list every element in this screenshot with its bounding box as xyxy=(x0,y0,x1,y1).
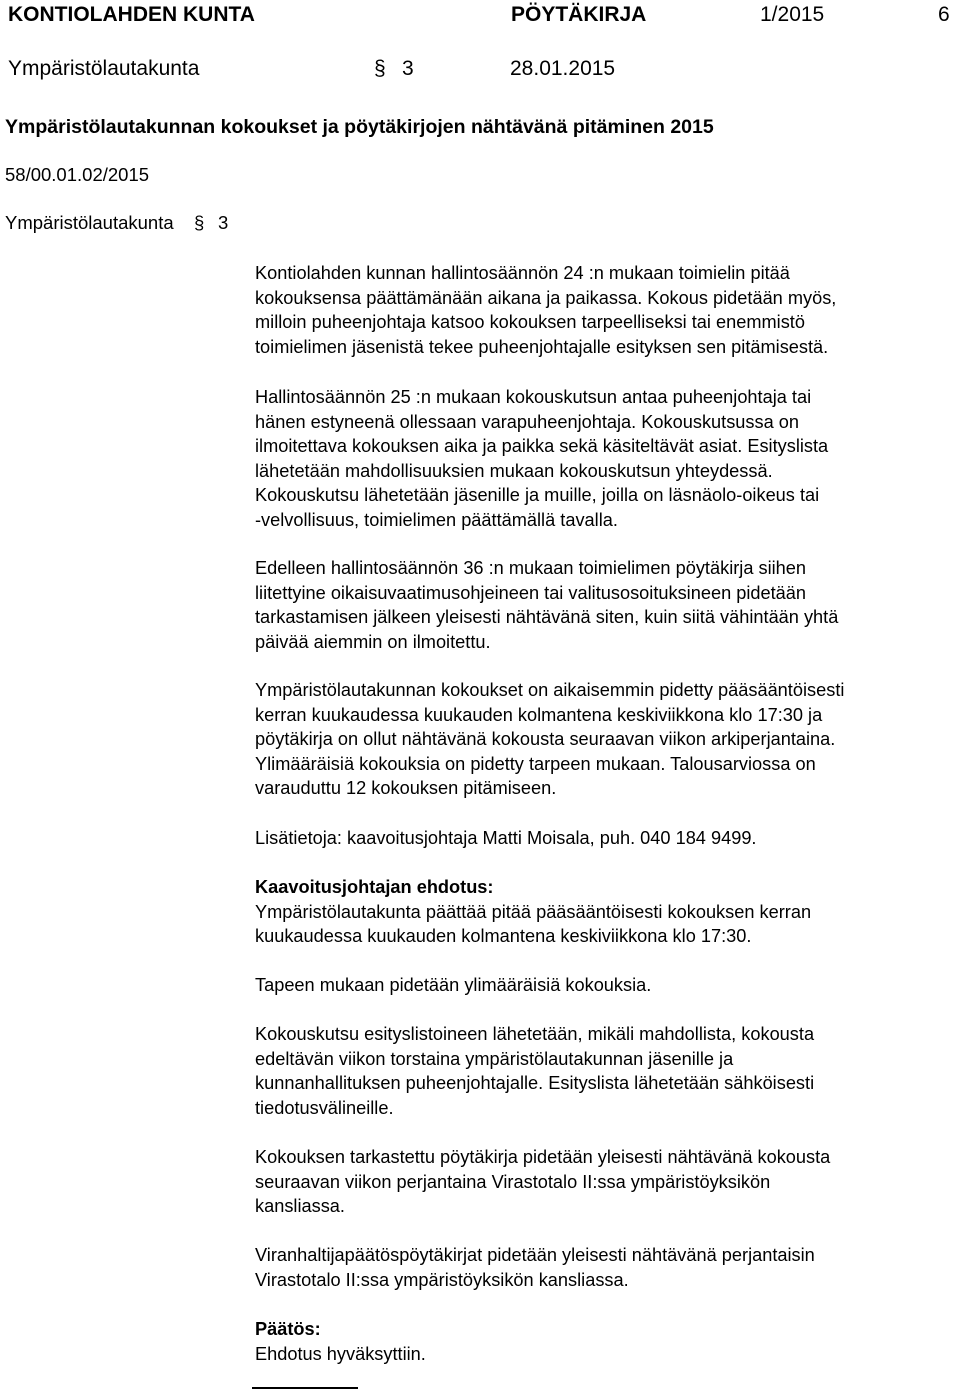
document-type: PÖYTÄKIRJA xyxy=(511,3,647,26)
document-number: 1/2015 xyxy=(760,3,825,26)
paragraph-line: tiedotusvälineille. xyxy=(255,1097,394,1118)
paragraph-line: hänen estyneenä ollessaan varapuheenjohtaja. Kokouskutsussa on xyxy=(255,411,799,432)
paragraph-line: Tapeen mukaan pidetään ylimääräisiä kokouksia. xyxy=(255,975,652,995)
decision-block xyxy=(255,1317,955,1366)
paragraph-line: Kokouksen tarkastettu pöytäkirja pidetään yleisesti nähtävänä kokousta xyxy=(255,1147,831,1167)
paragraph-line: milloin puheenjohtaja katsoo kokouksen tarpeelliseksi tai enemmistö xyxy=(255,312,805,333)
paragraph-line: Ympäristölautakunnan kokoukset on aikaisemmin pidetty pääsääntöisesti xyxy=(255,680,845,700)
paragraph-line: Hallintosäännön 25 :n mukaan kokouskutsun antaa puheenjohtaja tai xyxy=(255,387,812,407)
end-divider xyxy=(252,1387,358,1389)
page-title: Ympäristölautakunnan kokoukset ja pöytäkirjojen nähtävänä pitäminen 2015 xyxy=(5,116,714,138)
page-number: 6 xyxy=(938,3,950,26)
paragraph-line: Ylimääräisiä kokouksia on pidetty tarpeen mukaan. Talousarviossa on xyxy=(255,753,816,774)
paragraph-line: kansliassa. xyxy=(255,1196,345,1217)
paragraph-meetings xyxy=(255,261,955,359)
paragraph-line: Kokouskutsu lähetetään jäsenille ja muille, joilla on läsnäolo-oikeus tai xyxy=(255,485,820,506)
section-sign-icon: § xyxy=(374,57,386,80)
section-sign-icon: § xyxy=(194,212,205,233)
paragraph-line: lähetetään mahdollisuuksien mukaan kokouskutsun yhteydessä. xyxy=(255,460,773,481)
paragraph-line: Kokouskutsu esityslistoineen lähetetään, mikäli mahdollista, kokousta xyxy=(255,1024,815,1044)
paragraph-line: pöytäkirja on ollut nähtävänä kokousta seuraavan viikon arkiperjantaina. xyxy=(255,729,836,750)
paragraph-checked-minutes xyxy=(255,1145,955,1219)
paragraph-minutes xyxy=(255,556,955,654)
paragraph-line: kunnanhallituksen puheenjohtajalle. Esityslista lähetetään sähköisesti xyxy=(255,1073,815,1094)
paragraph-line: kokouksensa päättämänään aikana ja paikassa. Kokous pidetään myös, xyxy=(255,287,837,308)
paragraph-line: ilmoitettava kokouksen aika ja paikka sekä käsiteltävät asiat. Esityslista xyxy=(255,436,829,457)
board-name: Ympäristölautakunta xyxy=(8,57,200,80)
paragraph-line: -velvollisuus, toimielimen päättämällä tavalla. xyxy=(255,509,618,530)
paragraph-extra-meetings xyxy=(255,973,955,998)
paragraph-line: Lisätietoja: kaavoitusjohtaja Matti Moisala, puh. 040 184 9499. xyxy=(255,828,757,848)
paragraph-line: kerran kuukaudessa kuukauden kolmantena keskiviikkona klo 17:30 ja xyxy=(255,704,823,725)
reference-code: 58/00.01.02/2015 xyxy=(5,164,150,185)
paragraph-official-decisions xyxy=(255,1243,955,1292)
paragraph-line: kuukaudessa kuukauden kolmantena keskiviikkona klo 17:30. xyxy=(255,926,752,947)
proposal-heading: Kaavoitusjohtajan ehdotus: xyxy=(255,877,494,897)
decision-text: Ehdotus hyväksyttiin. xyxy=(255,1343,426,1364)
paragraph-line: Kontiolahden kunnan hallintosäännön 24 :n mukaan toimielin pitää xyxy=(255,263,790,283)
paragraph-line: edeltävän viikon torstaina ympäristölautakunnan jäsenille ja xyxy=(255,1048,734,1069)
proposal-block xyxy=(255,875,955,949)
municipality-name: KONTIOLAHDEN KUNTA xyxy=(8,3,255,26)
paragraph-line: toimielimen jäsenistä tekee puheenjohtajalle esityksen sen pitämisestä. xyxy=(255,336,829,357)
paragraph-line: Edelleen hallintosäännön 36 :n mukaan toimielimen pöytäkirja siihen xyxy=(255,558,807,578)
paragraph-line: päivää aiemmin on ilmoitettu. xyxy=(255,631,491,652)
paragraph-line: varauduttu 12 kokouksen pitämiseen. xyxy=(255,778,557,799)
paragraph-line: Ympäristölautakunta päättää pitää pääsääntöisesti kokouksen kerran xyxy=(255,901,812,922)
paragraph-line: Virastotalo II:ssa ympäristöyksikön kansliassa. xyxy=(255,1269,629,1290)
paragraph-line: tarkastamisen jälkeen yleisesti nähtävänä siten, kuin siitä vähintään yhtä xyxy=(255,607,839,628)
paragraph-invitation xyxy=(255,385,955,533)
decision-heading: Päätös: xyxy=(255,1319,321,1339)
paragraph-line: liitettyine oikaisuvaatimusohjeineen tai valitusosoituksineen pidetään xyxy=(255,582,807,603)
reference-board: Ympäristölautakunta xyxy=(5,212,174,233)
section-number: 3 xyxy=(402,57,414,80)
paragraph-line: seuraavan viikon perjantaina Virastotalo II:ssa ympäristöyksikön xyxy=(255,1171,771,1192)
paragraph-line: Viranhaltijapäätöspöytäkirjat pidetään yleisesti nähtävänä perjantaisin xyxy=(255,1245,815,1265)
paragraph-agenda xyxy=(255,1022,955,1120)
paragraph-contact xyxy=(255,826,955,851)
paragraph-history xyxy=(255,678,955,801)
meeting-date: 28.01.2015 xyxy=(510,57,616,80)
reference-section: 3 xyxy=(218,212,229,233)
